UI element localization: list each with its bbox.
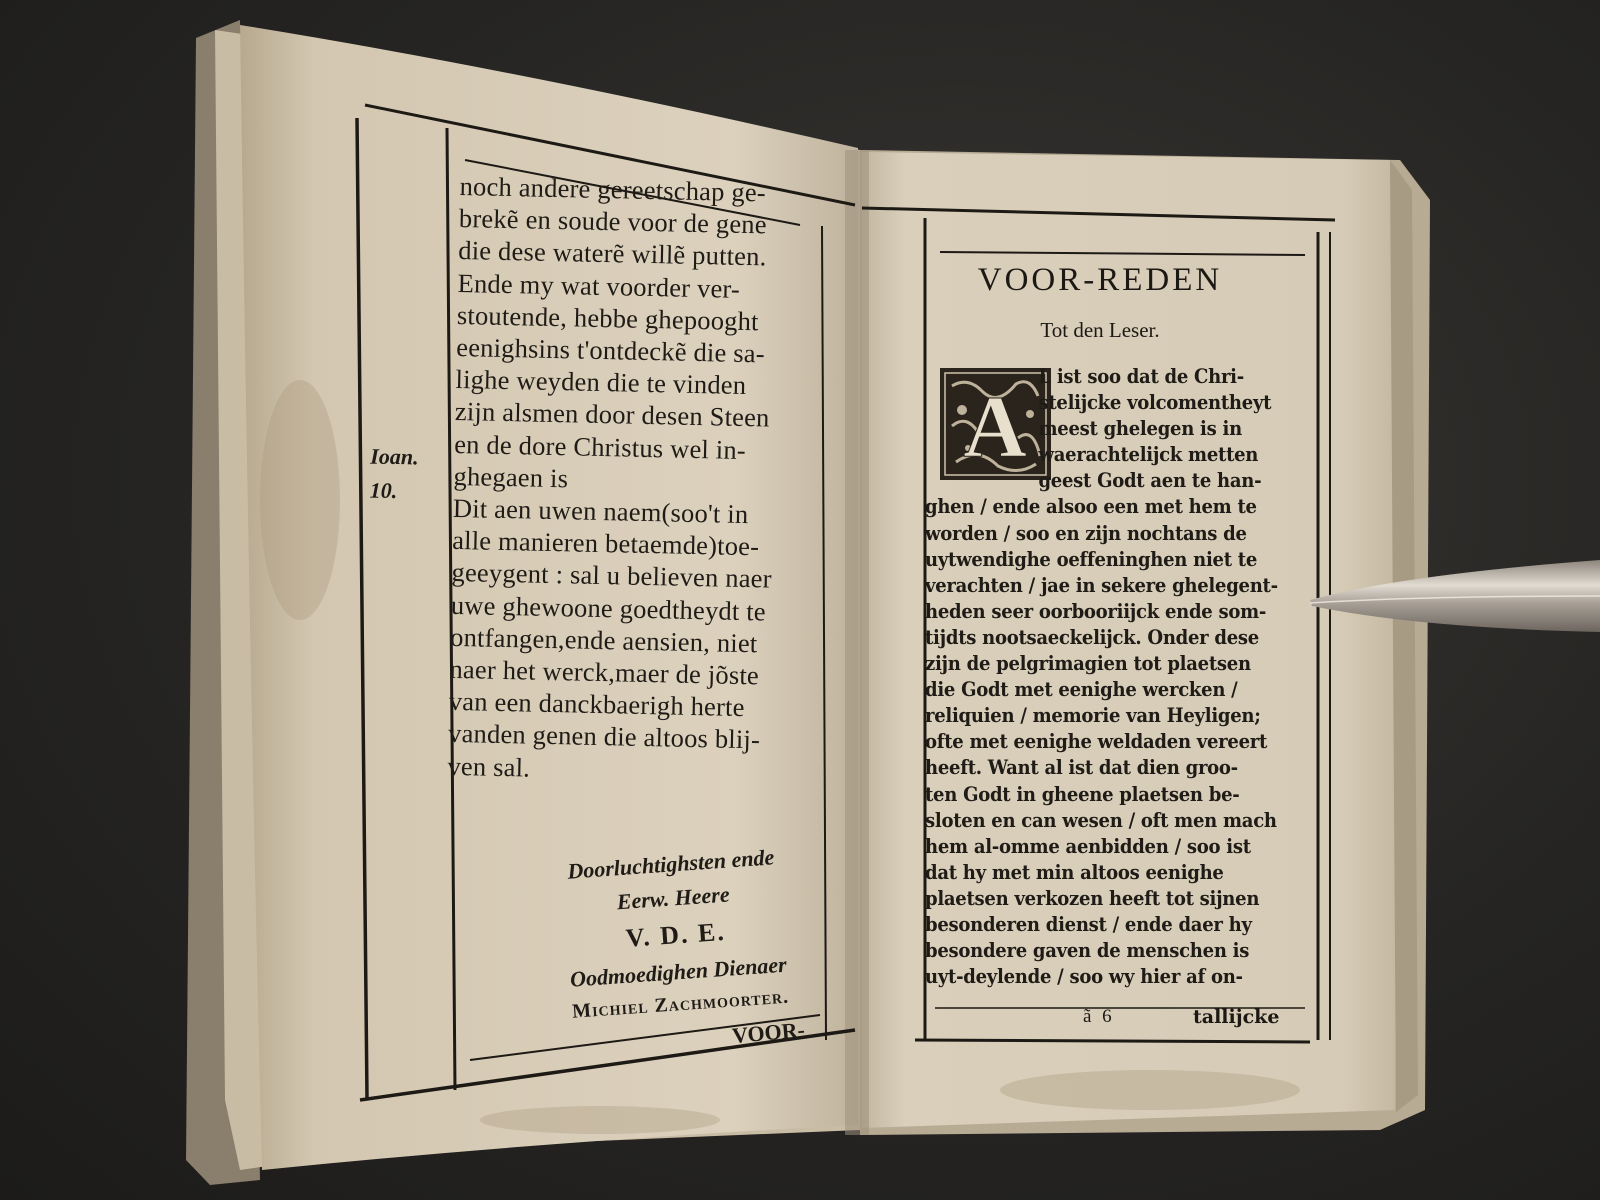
text-line: uwe ghewoone goedtheydt te (450, 589, 767, 627)
text-line: Dit aen uwen naem(soo't in (452, 492, 749, 530)
closing-signature: Michiel Zachmoorter. (571, 985, 790, 1023)
text-line: L ist soo dat de Chri- (1038, 365, 1244, 388)
left-catchword: VOOR- (731, 1016, 806, 1049)
text-line: stelijcke volcomentheyt (1038, 391, 1272, 415)
signature-mark: ã 6 (1083, 1006, 1115, 1027)
text-line: verachten / jae in sekere ghelegent- (925, 573, 1278, 597)
text-line: eenighsins t'ontdeckẽ die sa- (455, 331, 766, 369)
text-line: besondere gaven de menschen is (925, 939, 1250, 963)
text-line: uytwendighe oeffeninghen niet te (925, 547, 1258, 571)
closing-initials: V. D. E. (624, 916, 727, 953)
gutter-shadow (845, 150, 869, 1135)
text-line: ven sal. (447, 750, 531, 783)
right-page-title: VOOR-REDEN (977, 262, 1223, 298)
text-line: zijn de pelgrimagien tot plaetsen (925, 652, 1251, 676)
text-line: lighe weyden die te vinden (455, 364, 747, 401)
text-line: besonderen dienst / ende daer hy (925, 912, 1252, 936)
text-line: ten Godt in gheene plaetsen be- (925, 782, 1240, 806)
text-line: vanden genen die altoos blij- (447, 718, 761, 755)
text-line: alle manieren betaemde)toe- (451, 525, 760, 562)
text-line: stoutende, hebbe ghepooght (456, 299, 760, 337)
text-line: geeygent : sal u believen naer (451, 557, 773, 595)
text-line: Ende my wat voorder ver- (457, 267, 741, 304)
text-line: meest ghelegen is in (1038, 417, 1242, 441)
text-line: ontfangen,ende aensien, niet (449, 621, 758, 659)
text-line: heden seer oorbooriijck ende som- (925, 599, 1267, 623)
text-line: plaetsen verkozen heeft tot sijnen (925, 886, 1260, 910)
text-line: naer het werck,maer de jõste (449, 653, 760, 691)
text-line: noch andere gereetschap ge- (459, 170, 767, 208)
text-line: ghegaen is (453, 460, 569, 494)
text-line: van een danckbaerigh herte (448, 686, 745, 723)
text-line: worden / soo en zijn nochtans de (925, 521, 1247, 545)
drop-cap-letter: A (963, 379, 1027, 476)
text-line: die Godt met eenighe wercken / (925, 678, 1238, 702)
text-line: ofte met eenighe weldaden vereert (925, 730, 1268, 754)
text-line: die dese waterẽ willẽ putten. (458, 235, 767, 272)
text-line: hem al-omme aenbidden / soo ist (925, 834, 1251, 858)
right-page-body-text (925, 364, 1295, 990)
closing-servant: Oodmoedighen Dienaer (569, 951, 788, 992)
closing-salutation: Doorluchtighsten ende (566, 844, 775, 884)
text-line: zijn alsmen door desen Steen (454, 396, 770, 433)
text-line: reliquien / memorie van Heyligen; (925, 704, 1261, 728)
text-line: heeft. Want al ist dat dien groo- (925, 756, 1238, 780)
marginal-reference-book: Ioan. (370, 443, 419, 470)
right-page-subtitle: Tot den Leser. (1040, 318, 1160, 342)
text-line: en de dore Christus wel in- (453, 428, 747, 465)
text-line: geest Godt aen te han- (1038, 469, 1262, 493)
text-line: waerachtelijck metten (1038, 443, 1259, 467)
dedication-closing (520, 837, 831, 1030)
closing-address: Eerw. Heere (616, 881, 731, 915)
left-page-body-text (447, 170, 830, 789)
text-line: dat hy met min altoos eenighe (925, 860, 1224, 884)
marginal-reference (369, 440, 418, 509)
text-line: tijdts nootsaeckelijck. Onder dese (925, 625, 1260, 649)
right-catchword: tallijcke (1193, 1006, 1280, 1028)
marginal-reference-chapter: 10. (369, 477, 398, 504)
text-line: ghen / ende alsoo een met hem te (925, 495, 1257, 519)
text-line: uyt-deylende / soo wy hier af on- (925, 965, 1243, 989)
text-line: sloten en can wesen / oft men mach (925, 808, 1277, 832)
text-line: brekẽ en soude voor de gene (458, 203, 768, 240)
